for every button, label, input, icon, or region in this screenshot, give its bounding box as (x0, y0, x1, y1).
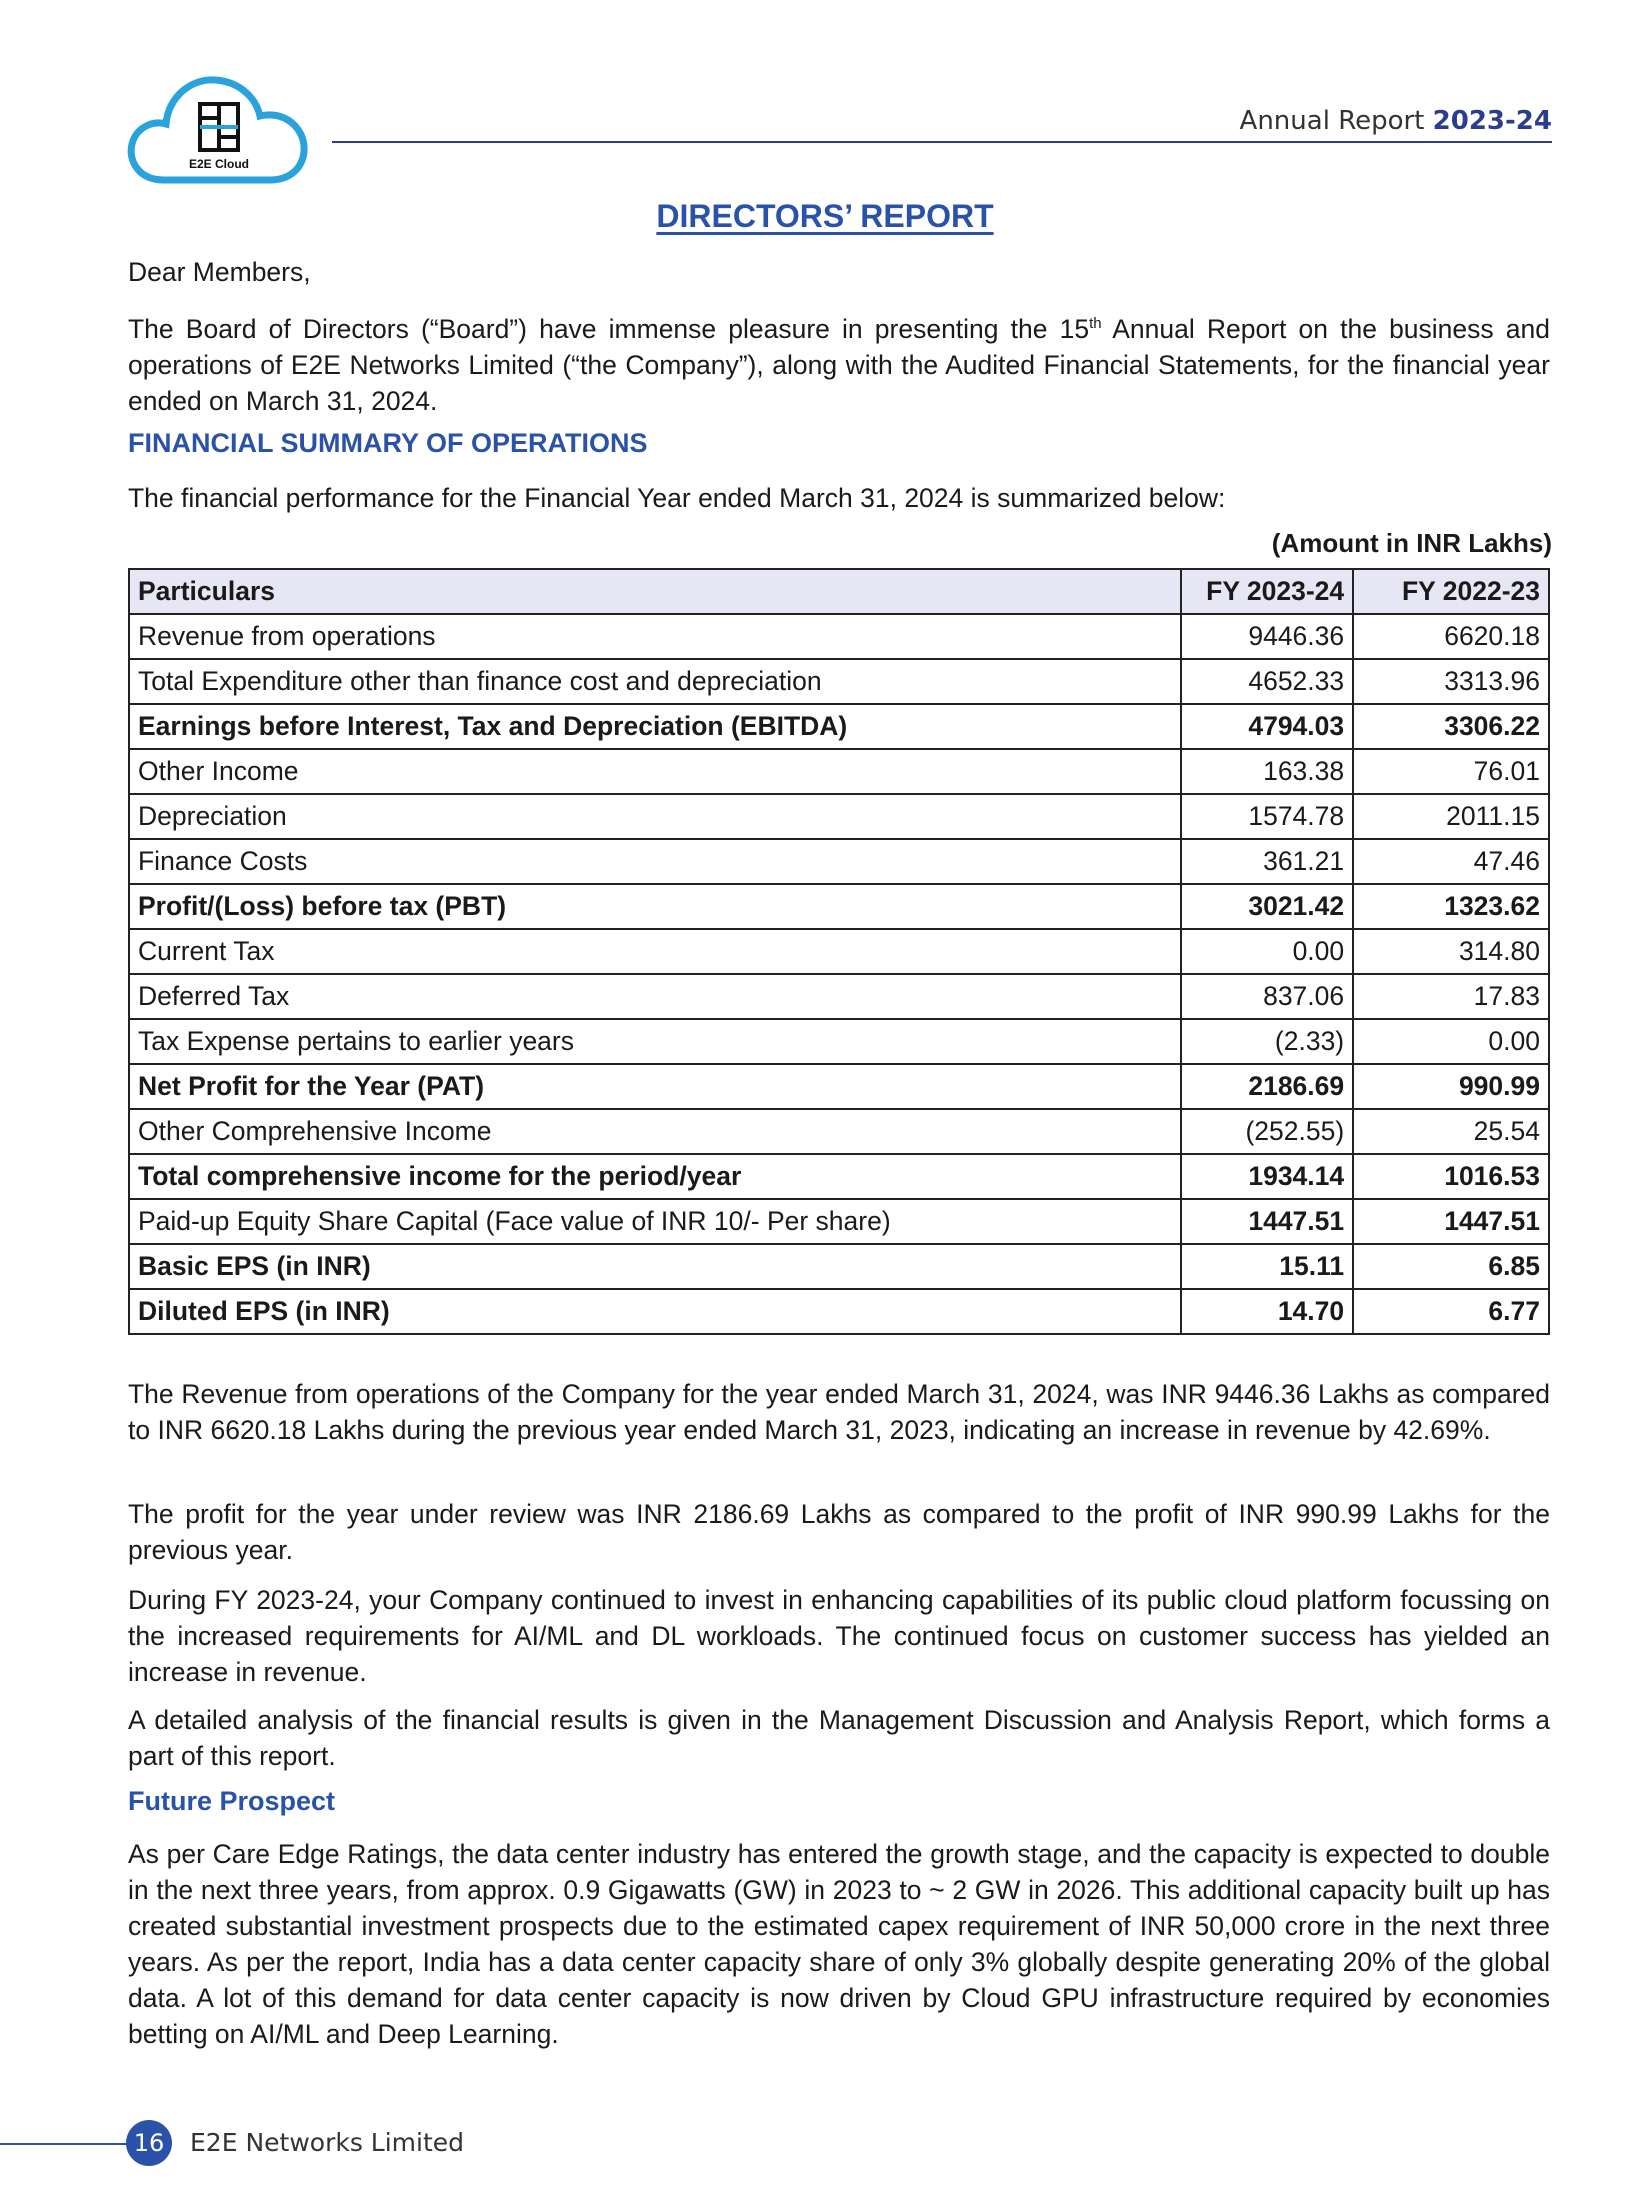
row-label: Finance Costs (129, 839, 1181, 884)
financial-summary-lead: The financial performance for the Financial Year ended March 31, 2024 is summarized below: (128, 483, 1226, 513)
value-fy2023-24: (252.55) (1181, 1109, 1353, 1154)
table-row (129, 749, 1549, 794)
value-fy2022-23: 314.80 (1353, 929, 1549, 974)
row-label: Diluted EPS (in INR) (129, 1289, 1181, 1334)
table-row (129, 1019, 1549, 1064)
value-fy2022-23: 25.54 (1353, 1109, 1549, 1154)
intro-paragraph (128, 306, 1550, 419)
report-label (1240, 106, 1552, 136)
value-fy2023-24: 1934.14 (1181, 1154, 1353, 1199)
intro-part1: The Board of Directors (“Board”) have immense pleasure in presenting the 15 (128, 313, 1090, 344)
table-row (129, 1244, 1549, 1289)
value-fy2023-24: 4652.33 (1181, 659, 1353, 704)
table-body (129, 614, 1549, 1334)
value-fy2022-23: 6.85 (1353, 1244, 1549, 1289)
column-header: FY 2023-24 (1181, 569, 1353, 614)
intro-part2: Annual Report on the business and operations of E2E Networks Limited (“the Company”), along with the Audited Financial Statements, for the financial year ended on March 31, 2024. (128, 313, 1550, 416)
financial-summary-heading: FINANCIAL SUMMARY OF OPERATIONS (128, 428, 648, 458)
value-fy2022-23: 3306.22 (1353, 704, 1549, 749)
table-row (129, 1199, 1549, 1244)
financial-table (128, 568, 1550, 1335)
value-fy2023-24: 1447.51 (1181, 1199, 1353, 1244)
future-prospect-paragraph: As per Care Edge Ratings, the data center industry has entered the growth stage, and the capacity is expected to double in the next three years, from approx. 0.9 Gigawatts (GW) in 2023 to ~ 2 GW in 2026. This additional capacity built up has created substantial investment prospects due to the estimated capex requirement of INR 50,000 crore in the next three years. As per the report, India has a data center capacity share of only 3% globally despite generating 20% of the global data. A lot of this demand for data center capacity is now driven by Cloud GPU infrastructure required by economies betting on AI/ML and Deep Learning. (128, 1839, 1550, 2049)
value-fy2023-24: 163.38 (1181, 749, 1353, 794)
report-year: 2023-24 (1432, 106, 1552, 136)
revenue-paragraph: The Revenue from operations of the Company for the year ended March 31, 2024, was INR 9446.36 Lakhs as compared to INR 6620.18 Lakhs during the previous year ended March 31, 2023, indicating an increase in revenue by 42.69%. (128, 1379, 1550, 1445)
header-rule (332, 141, 1552, 143)
row-label: Profit/(Loss) before tax (PBT) (129, 884, 1181, 929)
row-label: Earnings before Interest, Tax and Depreciation (EBITDA) (129, 704, 1181, 749)
row-label: Depreciation (129, 794, 1181, 839)
future-prospect-heading: Future Prospect (128, 1786, 336, 1816)
value-fy2022-23: 76.01 (1353, 749, 1549, 794)
table-row (129, 884, 1549, 929)
table-row (129, 929, 1549, 974)
value-fy2022-23: 6.77 (1353, 1289, 1549, 1334)
row-label: Other Income (129, 749, 1181, 794)
profit-paragraph: The profit for the year under review was INR 2186.69 Lakhs as compared to the profit of INR 990.99 Lakhs for the previous year. (128, 1499, 1550, 1565)
page-title: DIRECTORS’ REPORT (656, 198, 994, 234)
row-label: Other Comprehensive Income (129, 1109, 1181, 1154)
column-header: Particulars (129, 569, 1181, 614)
intro-superscript: th (1089, 315, 1102, 332)
investment-paragraph: During FY 2023-24, your Company continued to invest in enhancing capabilities of its public cloud platform focussing on the increased requirements for AI/ML and DL workloads. The continued focus on customer success has yielded an increase in revenue. (128, 1585, 1550, 1687)
value-fy2022-23: 990.99 (1353, 1064, 1549, 1109)
row-label: Tax Expense pertains to earlier years (129, 1019, 1181, 1064)
value-fy2022-23: 3313.96 (1353, 659, 1549, 704)
value-fy2022-23: 17.83 (1353, 974, 1549, 1019)
value-fy2023-24: 0.00 (1181, 929, 1353, 974)
company-logo (124, 58, 310, 188)
report-label-text: Annual Report (1239, 106, 1425, 136)
unit-note: (Amount in INR Lakhs) (1271, 528, 1552, 558)
value-fy2022-23: 47.46 (1353, 839, 1549, 884)
table-header-row (129, 569, 1549, 614)
table-row (129, 1154, 1549, 1199)
value-fy2023-24: 14.70 (1181, 1289, 1353, 1334)
table-row (129, 839, 1549, 884)
table-row (129, 659, 1549, 704)
table-row (129, 1109, 1549, 1154)
row-label: Deferred Tax (129, 974, 1181, 1019)
value-fy2022-23: 1323.62 (1353, 884, 1549, 929)
table-row (129, 794, 1549, 839)
value-fy2022-23: 2011.15 (1353, 794, 1549, 839)
row-label: Total comprehensive income for the period/year (129, 1154, 1181, 1199)
column-header: FY 2022-23 (1353, 569, 1549, 614)
table-row (129, 1289, 1549, 1334)
table-row (129, 1064, 1549, 1109)
value-fy2023-24: 2186.69 (1181, 1064, 1353, 1109)
logo-text: E2E Cloud (188, 157, 250, 171)
table-row (129, 974, 1549, 1019)
value-fy2023-24: 1574.78 (1181, 794, 1353, 839)
page-number: 16 (126, 2120, 172, 2166)
row-label: Total Expenditure other than finance cost and depreciation (129, 659, 1181, 704)
row-label: Net Profit for the Year (PAT) (129, 1064, 1181, 1109)
value-fy2023-24: 15.11 (1181, 1244, 1353, 1289)
value-fy2022-23: 0.00 (1353, 1019, 1549, 1064)
value-fy2023-24: 4794.03 (1181, 704, 1353, 749)
row-label: Revenue from operations (129, 614, 1181, 659)
value-fy2022-23: 1447.51 (1353, 1199, 1549, 1244)
value-fy2022-23: 6620.18 (1353, 614, 1549, 659)
value-fy2023-24: 361.21 (1181, 839, 1353, 884)
row-label: Current Tax (129, 929, 1181, 974)
footer-rule (0, 2143, 132, 2145)
table-row (129, 704, 1549, 749)
value-fy2022-23: 1016.53 (1353, 1154, 1549, 1199)
row-label: Basic EPS (in INR) (129, 1244, 1181, 1289)
footer-company-name: E2E Networks Limited (190, 2128, 465, 2157)
row-label: Paid-up Equity Share Capital (Face value of INR 10/- Per share) (129, 1199, 1181, 1244)
value-fy2023-24: (2.33) (1181, 1019, 1353, 1064)
salutation: Dear Members, (128, 257, 311, 287)
value-fy2023-24: 837.06 (1181, 974, 1353, 1019)
table-row (129, 614, 1549, 659)
value-fy2023-24: 9446.36 (1181, 614, 1353, 659)
value-fy2023-24: 3021.42 (1181, 884, 1353, 929)
analysis-paragraph: A detailed analysis of the financial results is given in the Management Discussion and Analysis Report, which forms a part of this report. (128, 1705, 1550, 1771)
